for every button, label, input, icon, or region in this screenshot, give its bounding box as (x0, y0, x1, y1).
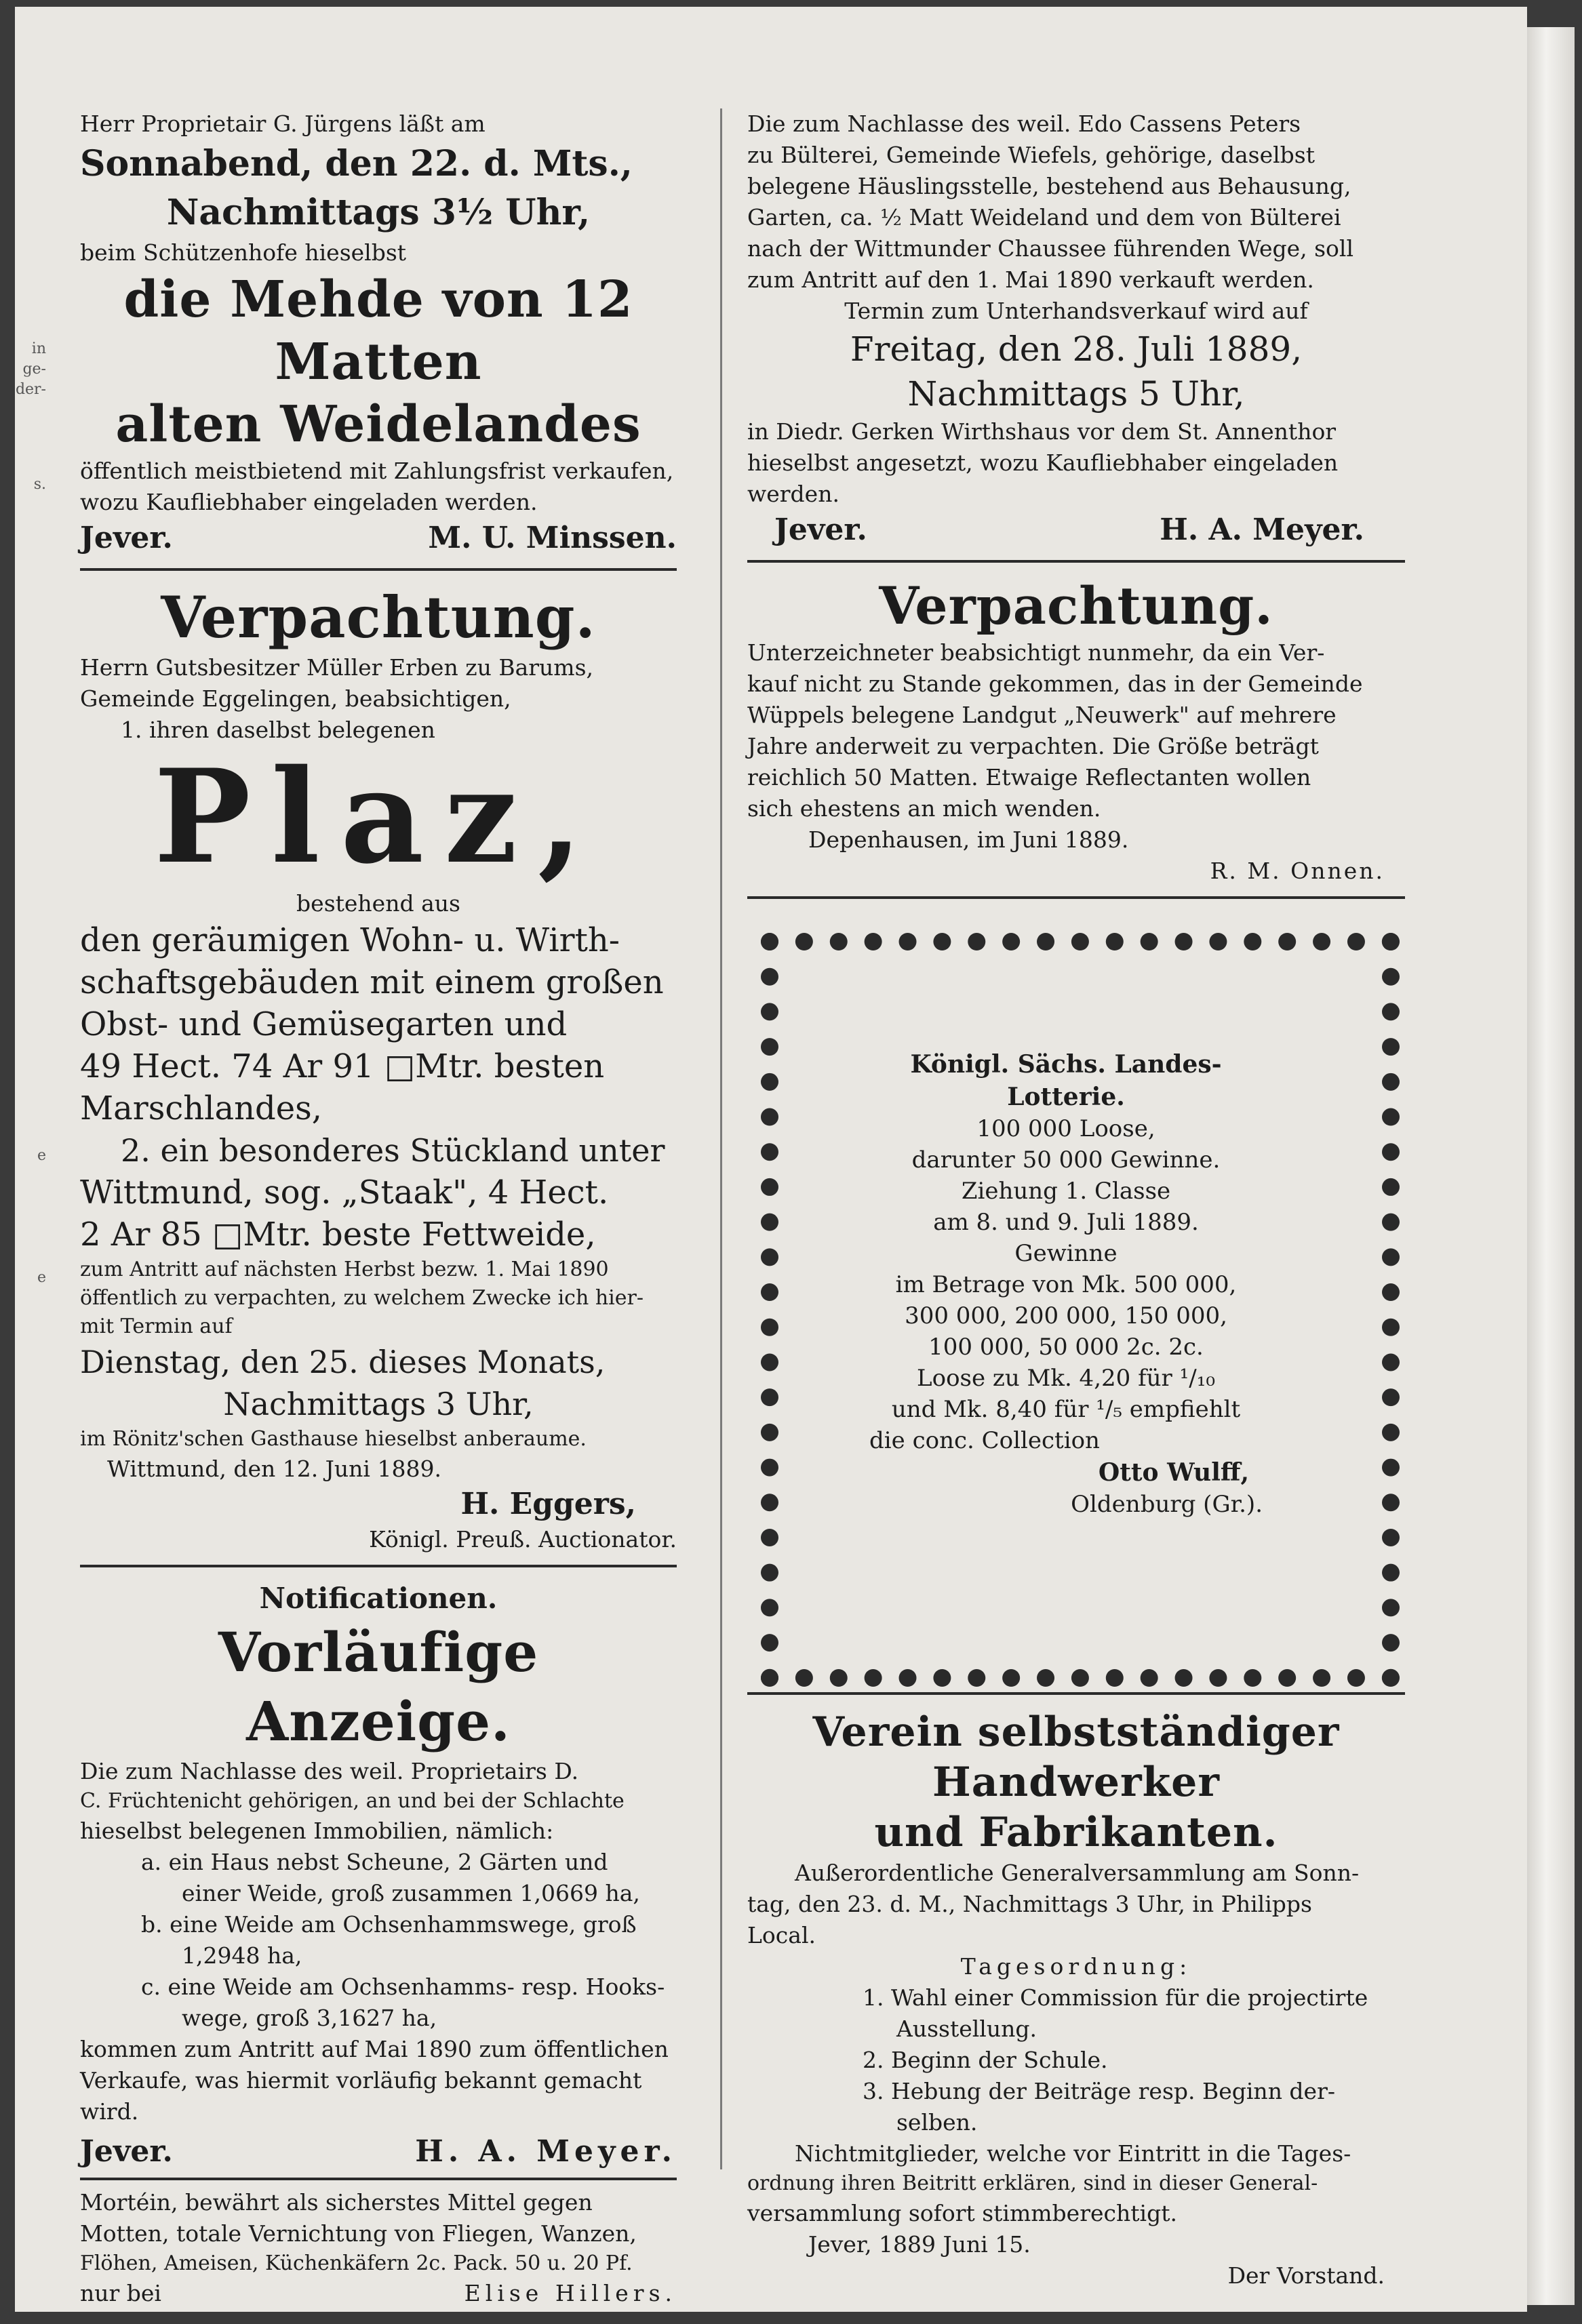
section-heading: Notificationen. (259, 1582, 498, 1615)
ad-line: beim Schützenhofe hieselbst (80, 239, 407, 266)
ad-place: Jever. (80, 2134, 173, 2169)
ad-line: belegene Häuslingsstelle, bestehend aus Behausung, (747, 173, 1351, 199)
ad-line: Wittmund, den 12. Juni 1889. (107, 1456, 441, 1482)
ad-lotterie-box (747, 919, 1405, 1685)
ad-signer: M. U. Minssen. (428, 521, 677, 555)
ad-signer: H. A. Meyer. (1160, 513, 1364, 547)
ad-line: Jahre anderweit zu verpachten. Die Größe beträgt (747, 733, 1319, 759)
ad-signer: H. A. Meyer. (415, 2134, 677, 2169)
ad-line-large: 49 Hect. 74 Ar 91 □Mtr. besten (80, 1047, 605, 1085)
ad-line: Herr Proprietair G. Jürgens läßt am (80, 111, 486, 137)
ad-line: sich ehestens an mich wenden. (747, 795, 1101, 822)
ad-line: Flöhen, Ameisen, Küchenkäfern 2c. Pack. 50 u. 20 Pf. (80, 2251, 633, 2275)
ad-line: werden. (747, 481, 839, 507)
ad-line: Depenhausen, im Juni 1889. (808, 826, 1129, 853)
ad-signer: Elise Hillers. (464, 2280, 677, 2306)
agenda-item: selben. (896, 2109, 978, 2136)
ad-date: Freitag, den 28. Juli 1889, (850, 329, 1303, 369)
bleed-text (15, 1146, 46, 1166)
ad-signature (80, 518, 677, 559)
ad-vorlaeufige-anzeige (80, 1580, 677, 2172)
ad-line: Lotterie. (1007, 1083, 1125, 1111)
ad-line: nur bei (80, 2280, 161, 2306)
ad-line: Motten, totale Vernichtung von Fliegen, Wanzen, (80, 2220, 637, 2247)
ad-line: Garten, ca. ½ Matt Weideland und dem von Bülterei (747, 204, 1341, 231)
section-rule (747, 560, 1405, 563)
column-divider (720, 108, 722, 2169)
agenda-heading: Tagesordnung: (960, 1953, 1192, 1980)
ad-verpachtung-neuwerk (747, 575, 1405, 887)
ad-line: und Mk. 8,40 für ¹/₅ empfiehlt (891, 1396, 1241, 1423)
bleed-fragment: ge- (22, 361, 46, 378)
ad-place: Jever. (80, 521, 173, 555)
ad-line: Termin zum Unterhandsverkauf wird auf (844, 298, 1308, 324)
ad-line: Wüppels belegene Landgut „Neuwerk" auf mehrere (747, 702, 1337, 728)
ad-time: Nachmittags 3 Uhr, (223, 1386, 534, 1422)
ad-line: hieselbst belegenen Immobilien, nämlich: (80, 1818, 554, 1844)
ad-signer-title: Königl. Preuß. Auctionator. (369, 1526, 677, 1552)
ad-line: Die zum Nachlasse des weil. Proprietairs D. (80, 1758, 579, 1784)
section-rule (80, 2178, 677, 2180)
ad-line: wozu Kaufliebhaber eingeladen werden. (80, 489, 538, 515)
ad-title: Verein selbstständiger Handwerker (812, 1708, 1340, 1806)
ad-time: Nachmittags 3½ Uhr, (166, 192, 591, 233)
ad-line-large: 2. ein besonderes Stückland unter (121, 1132, 665, 1169)
ad-line-large: Wittmund, sog. „Staak", 4 Hect. (80, 1174, 609, 1211)
ad-line: hieselbst angesetzt, wozu Kaufliebhaber eingeladen (747, 449, 1339, 476)
ad-line-large: 2 Ar 85 □Mtr. beste Fettweide, (80, 1216, 596, 1254)
ad-signature (80, 2278, 677, 2309)
ad-line: kommen zum Antritt auf Mai 1890 zum öffentlichen (80, 2036, 669, 2062)
ad-line: Außerordentliche Generalversammlung am Sonn- (795, 1860, 1360, 1886)
ad-line: 100 000, 50 000 2c. 2c. (928, 1334, 1204, 1361)
ad-line: Oldenburg (Gr.). (1071, 1491, 1263, 1518)
ad-headline: alten Weidelandes (115, 395, 641, 454)
ad-signer: H. Eggers, (460, 1487, 636, 1521)
ad-line: Local. (747, 1922, 816, 1948)
ad-title: und Fabrikanten. (874, 1809, 1278, 1856)
ad-line: kauf nicht zu Stande gekommen, das in der Gemeinde (747, 670, 1363, 697)
ad-line: Unterzeichneter beabsichtigt nunmehr, da ein Ver- (747, 639, 1325, 666)
agenda-item: 1. Wahl einer Commission für die projectirte (863, 1984, 1368, 2011)
newspaper-page (15, 7, 1527, 2312)
ad-list-item: wege, groß 3,1627 ha, (182, 2005, 437, 2031)
ad-line: mit Termin auf (80, 1315, 233, 1338)
bleed-text (15, 339, 46, 400)
ad-line: Herrn Gutsbesitzer Müller Erben zu Barums, (80, 654, 594, 681)
ad-line: Nichtmitglieder, welche vor Eintritt in die Tages- (795, 2140, 1351, 2167)
ad-line: wird. (80, 2098, 139, 2125)
ad-line: öffentlich meistbietend mit Zahlungsfrist verkaufen, (80, 458, 674, 484)
left-column (80, 108, 677, 2309)
page-edge (1527, 27, 1575, 2305)
section-rule (80, 1565, 677, 1567)
ad-mehde-auction (80, 108, 677, 559)
ad-line: C. Früchtenicht gehörigen, an und bei der Schlachte (80, 1789, 625, 1813)
ad-signature (80, 2131, 677, 2172)
right-column (747, 108, 1405, 2291)
ad-line: versammlung sofort stimmberechtigt. (747, 2200, 1177, 2226)
ad-line: zum Antritt auf nächsten Herbst bezw. 1. Mai 1890 (80, 1258, 609, 1281)
ad-date: Dienstag, den 25. dieses Monats, (80, 1344, 606, 1380)
ad-line: am 8. und 9. Juli 1889. (933, 1209, 1199, 1236)
ad-list-item: einer Weide, groß zusammen 1,0669 ha, (182, 1880, 640, 1906)
ad-date: Sonnabend, den 22. d. Mts., (80, 143, 633, 184)
ad-line: 1. ihren daselbst belegenen (121, 717, 435, 743)
ad-line: zum Antritt auf den 1. Mai 1890 verkauft werden. (747, 266, 1314, 293)
ad-line: 100 000 Loose, (976, 1115, 1155, 1142)
ad-line: im Rönitz'schen Gasthause hieselbst anberaume. (80, 1427, 587, 1451)
ad-line: Königl. Sächs. Landes- (910, 1050, 1222, 1079)
ad-line: bestehend aus (296, 890, 460, 917)
lotterie-text (842, 1048, 1290, 1520)
ad-haeuslingsstelle (747, 108, 1405, 550)
ad-line: ordnung ihren Beitritt erklären, sind in dieser General- (747, 2171, 1318, 2195)
ad-verpachtung-plaz (80, 583, 677, 1555)
section-rule (80, 568, 677, 571)
ad-line: öffentlich zu verpachten, zu welchem Zwecke ich hier- (80, 1286, 644, 1310)
ad-title: Verpachtung. (879, 576, 1273, 636)
ad-signer: R. M. Onnen. (1210, 858, 1385, 884)
ad-title: Verpachtung. (161, 584, 596, 651)
ad-line: Jever, 1889 Juni 15. (808, 2231, 1031, 2258)
ad-line: Mortéin, bewährt als sicherstes Mittel gegen (80, 2189, 593, 2216)
ad-line: zu Bülterei, Gemeinde Wiefels, gehörige, daselbst (747, 142, 1315, 168)
bleed-fragment: e (37, 1269, 46, 1286)
ad-signature (747, 510, 1405, 550)
section-rule (747, 1692, 1405, 1695)
ad-line: Gewinne (1014, 1240, 1118, 1267)
ad-line: die conc. Collection (869, 1427, 1100, 1454)
ad-line: Loose zu Mk. 4,20 für ¹/₁₀ (917, 1365, 1215, 1392)
ad-line: darunter 50 000 Gewinne. (911, 1146, 1221, 1174)
ad-line: Die zum Nachlasse des weil. Edo Cassens Peters (747, 111, 1301, 137)
agenda-item: 2. Beginn der Schule. (863, 2047, 1108, 2073)
ad-line-large: Marschlandes, (80, 1089, 323, 1127)
ad-place: Jever. (774, 513, 867, 547)
bleed-text (15, 1268, 46, 1288)
ad-signer: Otto Wulff, (1098, 1458, 1249, 1487)
bleed-text (15, 475, 46, 495)
ad-line: Verkaufe, was hiermit vorläufig bekannt gemacht (80, 2067, 642, 2093)
bleed-fragment: s. (33, 476, 46, 493)
ad-line: im Betrage von Mk. 500 000, (895, 1271, 1237, 1298)
ad-line-large: schaftsgebäuden mit einem großen (80, 963, 664, 1001)
ad-line: nach der Wittmunder Chaussee führenden Wege, soll (747, 235, 1354, 262)
ad-handwerker-verein (747, 1707, 1405, 2291)
ad-line: tag, den 23. d. M., Nachmittags 3 Uhr, in Philipps (747, 1891, 1312, 1917)
ad-list-item: a. ein Haus nebst Scheune, 2 Gärten und (141, 1849, 608, 1875)
bleed-fragment: in (31, 340, 46, 357)
ad-line-large: Obst- und Gemüsegarten und (80, 1005, 568, 1043)
ad-line: Gemeinde Eggelingen, beabsichtigen, (80, 685, 511, 712)
ad-line: Ziehung 1. Classe (961, 1178, 1171, 1205)
ad-headline: die Mehde von 12 Matten (123, 271, 633, 391)
section-rule (747, 896, 1405, 899)
agenda-item: 3. Hebung der Beiträge resp. Beginn der- (863, 2078, 1336, 2104)
agenda-item: Ausstellung. (896, 2016, 1037, 2042)
ad-time: Nachmittags 5 Uhr, (907, 374, 1245, 414)
ad-signer: Der Vorstand. (1227, 2262, 1385, 2289)
ad-line: 300 000, 200 000, 150 000, (905, 1302, 1227, 1329)
ad-list-item: b. eine Weide am Ochsenhammswege, groß (141, 1911, 637, 1938)
ad-title: Vorläufige Anzeige. (218, 1620, 539, 1753)
bleed-fragment: der- (15, 381, 46, 398)
ad-line: in Diedr. Gerken Wirthshaus vor dem St. Annenthor (747, 418, 1337, 445)
ad-list-item: c. eine Weide am Ochsenhamms- resp. Hooks- (141, 1974, 665, 2000)
ad-line-large: den geräumigen Wohn- u. Wirth- (80, 921, 620, 959)
ad-list-item: 1,2948 ha, (182, 1942, 302, 1969)
ad-mortein (80, 2187, 677, 2309)
ad-plaz-heading: Plaz, (153, 741, 604, 892)
ad-line: reichlich 50 Matten. Etwaige Reflectanten wollen (747, 764, 1311, 790)
bleed-fragment: e (37, 1147, 46, 1164)
